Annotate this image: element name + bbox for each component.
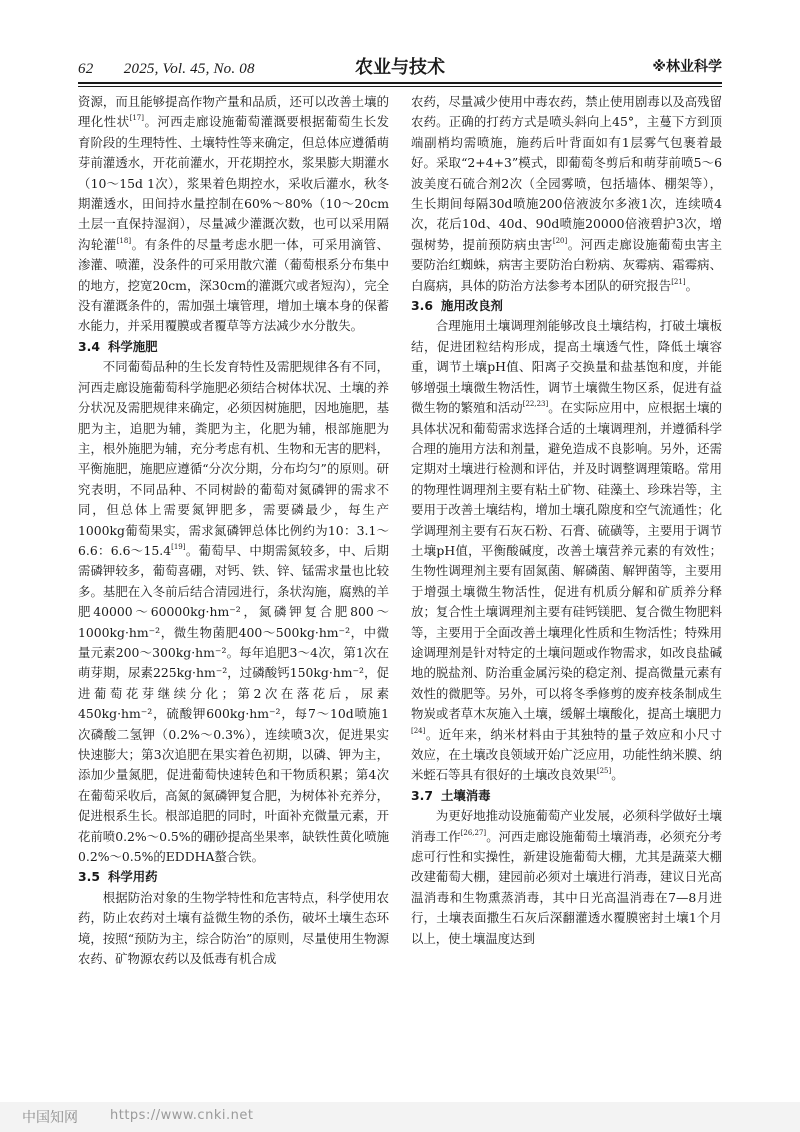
page-header — [78, 53, 722, 79]
journal-title: 农业与技术 — [355, 57, 445, 78]
paragraph-disinfection: 为更好地推动设施葡萄产业发展，必须科学做好土壤消毒工作[26,27]。河西走廊设施葡萄土壤消毒，必须充分考虑可行性和实操性，新建设施葡萄大棚，尤其是蔬菜大棚改建葡萄大棚，建园前必须对土壤进行消毒，建议日光高温消毒和生物熏蒸消毒，其中日光高温消毒在7—8月进行，土壤表面撒生石灰后深翻灌透水覆膜密封土壤1个月以上，使土壤温度达到 — [411, 808, 722, 946]
citation-ref[interactable]: [26,27] — [460, 828, 487, 837]
citation-ref[interactable]: [22,23] — [522, 400, 549, 409]
citation-ref[interactable]: [21] — [671, 277, 686, 286]
right-column — [411, 92, 722, 1077]
citation-ref[interactable]: [19] — [171, 542, 186, 551]
page-number-and-issue: 62 2025, Vol. 45, No. 08 — [78, 61, 255, 77]
header-rule-thin — [78, 86, 722, 87]
paragraph-amendment: 合理施用土壤调理剂能够改良土壤结构，打破土壤板结，促进团粒结构形成，提高土壤透气性，降低土壤容重，调节土壤pH值、阳离子交换量和盐基饱和度，并能够增强土壤微生物活性，调节土壤微生物区系，促进有益微生物的繁殖和活动[22,23]。在实际应用中，应根据土壤的具体状况和葡萄需求选择合适的土壤调理剂，并遵循科学合理的施用方法和剂量，避免造成不良影响。另外，还需定期对土壤进行检测和评估，并及时调整调理策略。常用的物理性调理剂主要有粘土矿物、硅藻土、珍珠岩等，主要用于改善土壤结构，增加土壤孔隙度和空气流通性；化学调理剂主要有石灰石粉、石膏、硫磺等，主要用于调节土壤pH值，平衡酸碱度，改善土壤营养元素的有效性；生物性调理剂主要有固氮菌、解磷菌、解钾菌等，主要用于增强土壤微生物活性，促进有机质分解和矿质养分释放；复合性土壤调理剂主要有硅钙镁肥、复合微生物肥料等，主要用于全面改善土壤理化性质和生物活性；特殊用途调理剂是针对特定的土壤问题或作物需求，如改良盐碱地的脱盐剂、防治重金属污染的稳定剂、提高微量元素有效性的微肥等。另外，可以将冬季修剪的废弃枝条制成生物炭或者草木灰施入土壤，缓解土壤酸化，提高土壤肥力[24]。近年来，纳米材料由于其独特的量子效应和小尺寸效应，在土壤改良领域开始广泛应用，功能性纳米膜、纳米蛭石等具有很好的土壤改良效果[25]。 — [411, 318, 722, 783]
footer-bar — [0, 1102, 800, 1132]
cnki-url[interactable]: https://www.cnki.net — [110, 1108, 254, 1123]
citation-ref[interactable]: [20] — [552, 236, 568, 245]
section-heading-3-4: 3.4 科学施肥 — [78, 338, 158, 354]
cnki-logo: 中国知网 — [22, 1110, 78, 1126]
header-rule-thick — [78, 82, 722, 84]
paragraph-pesticide: 根据防治对象的生物学特性和危害特点，科学使用农药，防止农药对土壤有益微生物的杀伤，破坏土壤生态环境，按照“预防为主，综合防治”的原则，尽量使用生物源农药、矿物源农药以及低毒有机合成 — [78, 889, 389, 967]
left-column — [78, 92, 389, 1077]
citation-ref[interactable]: [17] — [129, 114, 144, 123]
section-heading-3-7: 3.7 土壤消毒 — [411, 787, 491, 803]
section-heading-3-5: 3.5 科学用药 — [78, 869, 158, 885]
citation-ref[interactable]: [24] — [411, 726, 426, 735]
section-heading-3-6: 3.6 施用改良剂 — [411, 298, 503, 314]
citation-ref[interactable]: [25] — [596, 767, 612, 776]
paragraph-irrigation: 资源，而且能够提高作物产量和品质，还可以改善土壤的理化性状[17]。河西走廊设施葡萄灌溉要根据葡萄生长发育阶段的生理特性、土壤特性等来确定，但总体应遵循萌芽前灌透水，开花前灌水，开花期控水，浆果膨大期灌水（10～15d 1次），浆果着色期控水，采收后灌水，秋冬期灌透水，田间持水量控制在60%～80%（10～20cm土层一直保持湿润），尽量减少灌溉次数，也可以采用隔沟轮灌[18]。有条件的尽量考虑水肥一体，可采用滴管、渗灌、喷灌，没条件的可采用散穴灌（葡萄根系分布集中的地方，挖宽20cm，深30cm的灌溉穴或者短沟），完全没有灌溉条件的，需加强土壤管理，增加土壤本身的保蓄水能力，并采用覆膜或者覆草等方法减少水分散失。 — [78, 94, 389, 334]
paragraph-fertilization: 不同葡萄品种的生长发育特性及需肥规律各有不同，河西走廊设施葡萄科学施肥必须结合树体状况、土壤的养分状况及需肥规律来确定，必须因树施肥，因地施肥，基肥为主，追肥为辅，粪肥为主，化肥为辅，根部施肥为主，根外施肥为辅，充分考虑有机、生物和无害的肥料，平衡施肥，施肥应遵循“分次分期，分布均匀”的原则。研究表明，不同品种、不同树龄的葡萄对氮磷钾的需求不同，但总体上需要氮钾肥多，需要磷最少，每生产1000kg葡萄果实，需求氮磷钾总体比例约为10：3.1～6.6：6.6～15.4[19]。葡萄早、中期需氮较多，中、后期需磷钾较多，葡萄喜硼，对钙、铁、锌、锰需求量也比较多。基肥在入冬前后结合清园进行，条状沟施，腐熟的羊肥40000～60000kg·hm⁻²，氮磷钾复合肥800～1000kg·hm⁻²，微生物菌肥400～500kg·hm⁻²，中微量元素200～300kg·hm⁻²。每年追肥3～4次，第1次在萌芽期，尿素225kg·hm⁻²，过磷酸钙150kg·hm⁻²，促进葡萄花芽继续分化；第2次在落花后，尿素450kg·hm⁻²，硫酸钾600kg·hm⁻²，每7～10d喷施1次磷酸二氢钾（0.2%～0.3%），连续喷3次，促进果实快速膨大；第3次追肥在果实着色初期，以磷、钾为主，添加少量氮肥，促进葡萄快速转色和干物质积累；第4次在葡萄采收后，高氮的氮磷钾复合肥，为树体补充养分，促进根系生长。根部追肥的同时，叶面补充微量元素，开花前喷0.2%～0.5%的硼砂提高坐果率，缺铁性黄化喷施0.2%～0.5%的EDDHA螯合铁。 — [78, 359, 389, 865]
section-name: ※林业科学 — [652, 59, 722, 75]
paragraph-pesticide-cont: 农药，尽量减少使用中毒农药，禁止使用剧毒以及高残留农药。正确的打药方式是喷头斜向上45°，主蔓下方到顶端副梢均需喷施，施药后叶背面如有1层雾气包裹着最好。采取“2+4+3”模式，即葡萄冬剪后和萌芽前喷5～6波美度石硫合剂2次（全园雾喷，包括墙体、棚架等），生长期间每隔30d喷施200倍液波尔多液1次，连续喷4次，花后10d、40d、90d喷施20000倍液碧护3次，增强树势，提前预防病虫害[20]。河西走廊设施葡萄虫害主要防治红蜘蛛，病害主要防治白粉病、灰霉病、霜霉病、白腐病，具体的防治方法参考本团队的研究报告[21]。 — [411, 94, 722, 293]
citation-ref[interactable]: [18] — [116, 236, 132, 245]
